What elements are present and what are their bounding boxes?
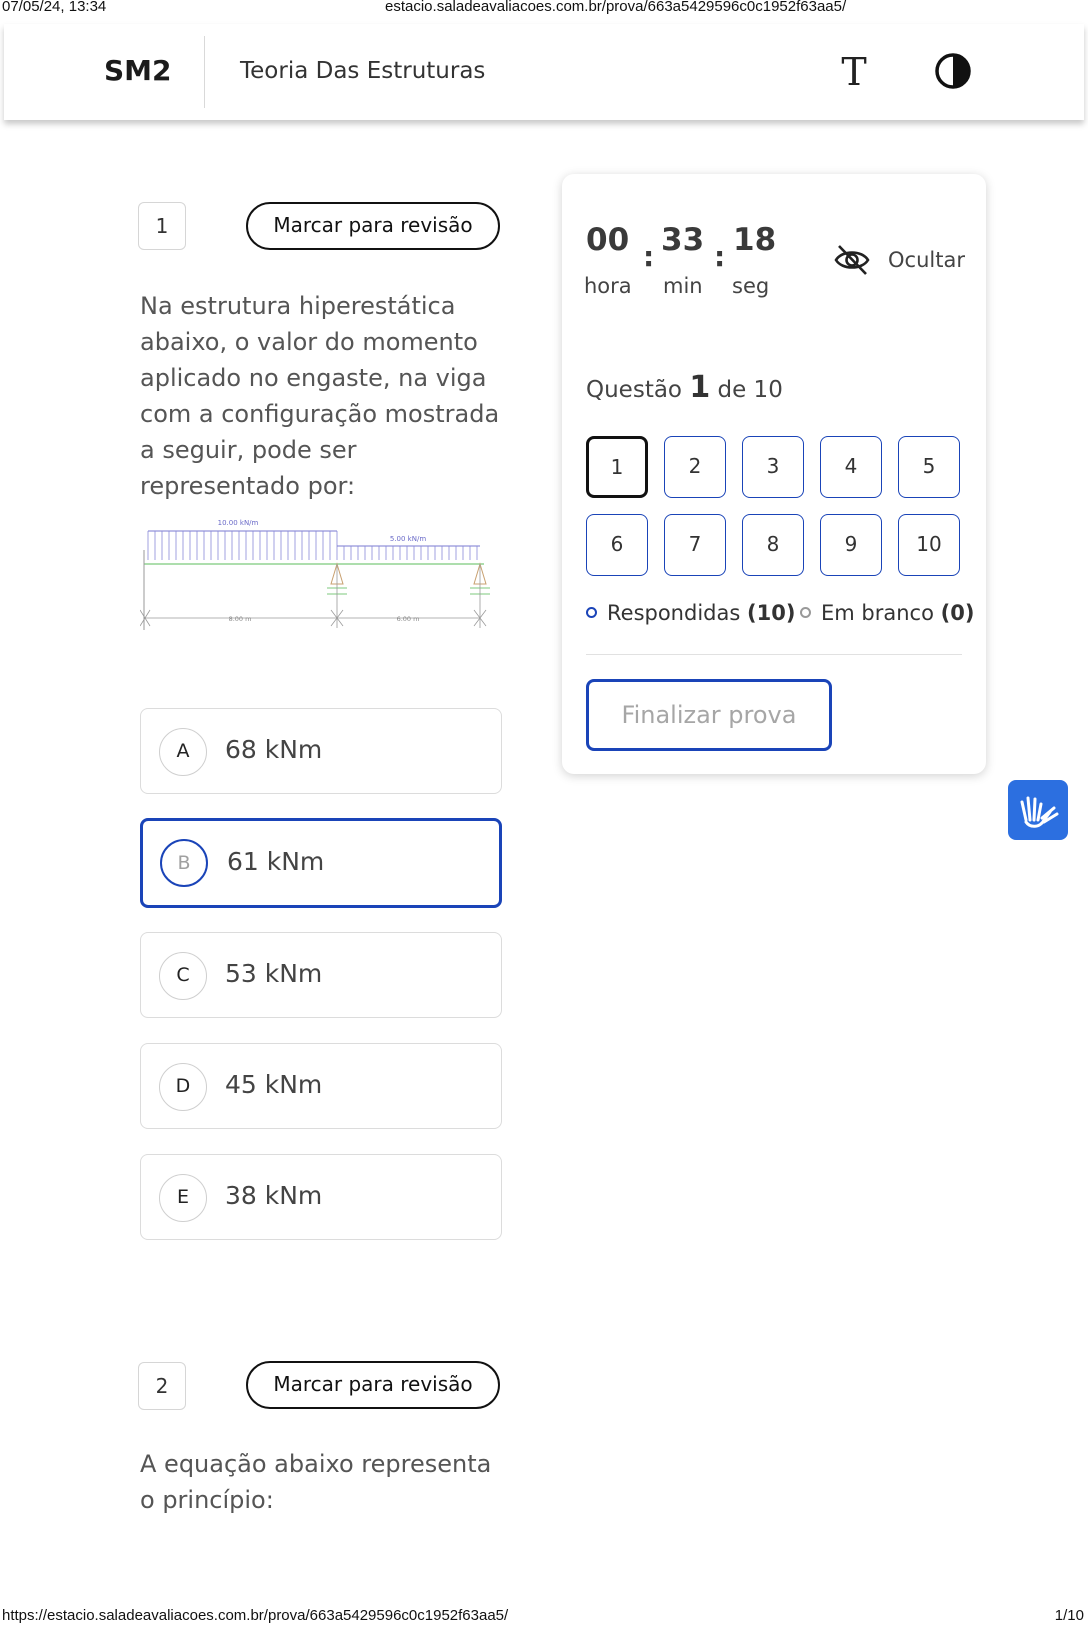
option-d[interactable]	[140, 1043, 502, 1129]
timer-minutes: 33	[661, 222, 705, 258]
blank-count: (0)	[940, 601, 975, 625]
option-c[interactable]	[140, 932, 502, 1018]
question-nav-2[interactable]: 2	[664, 436, 726, 498]
sign-language-hands-icon	[1008, 780, 1068, 840]
hide-label: Ocultar	[888, 248, 965, 272]
option-b[interactable]	[140, 818, 502, 908]
question-nav-9[interactable]: 9	[820, 514, 882, 576]
blank-label: Em branco	[821, 601, 934, 625]
legend-blank	[800, 601, 974, 625]
load-right-label: 5.00 kN/m	[389, 535, 427, 543]
print-page-number: 1/10	[1054, 1607, 1084, 1624]
option-text: 53 kNm	[225, 959, 323, 988]
option-text: 61 kNm	[227, 847, 325, 876]
mark-review-button[interactable]: Marcar para revisão	[246, 1361, 500, 1409]
question-nav-4[interactable]: 4	[820, 436, 882, 498]
timer-hours-label: hora	[584, 274, 632, 298]
option-letter: D	[159, 1063, 207, 1111]
option-text: 38 kNm	[225, 1181, 323, 1210]
print-datetime: 07/05/24, 13:34	[2, 0, 107, 15]
hide-timer-button[interactable]	[832, 240, 972, 284]
option-text: 68 kNm	[225, 735, 323, 764]
dim-right-label: 6.00 m	[396, 615, 420, 623]
logo: SM2	[104, 54, 172, 87]
finalize-exam-button[interactable]: Finalizar prova	[586, 679, 832, 751]
option-e[interactable]	[140, 1154, 502, 1240]
question-text: A equação abaixo representa o princípio:	[140, 1450, 492, 1514]
app-header	[4, 24, 1084, 120]
answered-dot-icon	[586, 607, 597, 618]
option-text: 45 kNm	[225, 1070, 323, 1099]
question-nav-8[interactable]: 8	[742, 514, 804, 576]
timer-seconds-label: seg	[732, 274, 770, 298]
question-nav-7[interactable]: 7	[664, 514, 726, 576]
question-text: Na estrutura hiperestática abaixo, o valor do momento aplicado no engaste, na viga com a configuração mostrada a seguir, pode ser representado por:	[140, 292, 500, 500]
answered-count: (10)	[747, 601, 796, 625]
option-letter: C	[159, 952, 207, 1000]
timer-hours: 00	[586, 222, 630, 258]
print-footer	[0, 1607, 1088, 1623]
option-letter: A	[159, 728, 207, 776]
print-header	[0, 0, 1088, 16]
dim-left-label: 8.00 m	[228, 615, 252, 623]
question-number: 1	[138, 202, 186, 250]
header-divider	[204, 36, 205, 108]
question-nav-6[interactable]: 6	[586, 514, 648, 576]
option-letter: E	[159, 1174, 207, 1222]
question-nav-1[interactable]: 1	[586, 436, 648, 498]
question-nav-3[interactable]: 3	[742, 436, 804, 498]
question-nav-10[interactable]: 10	[898, 514, 960, 576]
timer-seconds: 18	[733, 222, 777, 258]
print-footer-url: https://estacio.saladeavaliacoes.com.br/prova/663a5429596c0c1952f63aa5/	[2, 1607, 509, 1624]
timer-separator: :	[714, 240, 726, 273]
question-number: 2	[138, 1362, 186, 1410]
card-divider	[586, 654, 962, 655]
question-nav-5[interactable]: 5	[898, 436, 960, 498]
vlibras-button[interactable]	[1008, 780, 1068, 840]
contrast-icon[interactable]	[934, 52, 972, 90]
counter-prefix: Questão	[586, 377, 682, 403]
timer-minutes-label: min	[663, 274, 703, 298]
exam-sidebar	[562, 174, 986, 774]
option-a[interactable]	[140, 708, 502, 794]
print-url: estacio.saladeavaliacoes.com.br/prova/663a5429596c0c1952f63aa5/	[385, 0, 847, 15]
question-counter	[586, 370, 783, 405]
answered-label: Respondidas	[607, 601, 741, 625]
legend-answered	[586, 601, 795, 625]
blank-dot-icon	[800, 607, 811, 618]
timer-separator: :	[643, 240, 655, 273]
eye-off-icon	[832, 240, 872, 280]
counter-suffix: de 10	[717, 377, 783, 403]
beam-diagram	[140, 510, 492, 660]
font-size-icon[interactable]: T	[841, 50, 867, 94]
option-letter: B	[160, 839, 208, 887]
course-title: Teoria Das Estruturas	[240, 58, 486, 84]
mark-review-button[interactable]: Marcar para revisão	[246, 202, 500, 250]
counter-current: 1	[689, 370, 711, 405]
load-left-label: 10.00 kN/m	[217, 519, 259, 527]
